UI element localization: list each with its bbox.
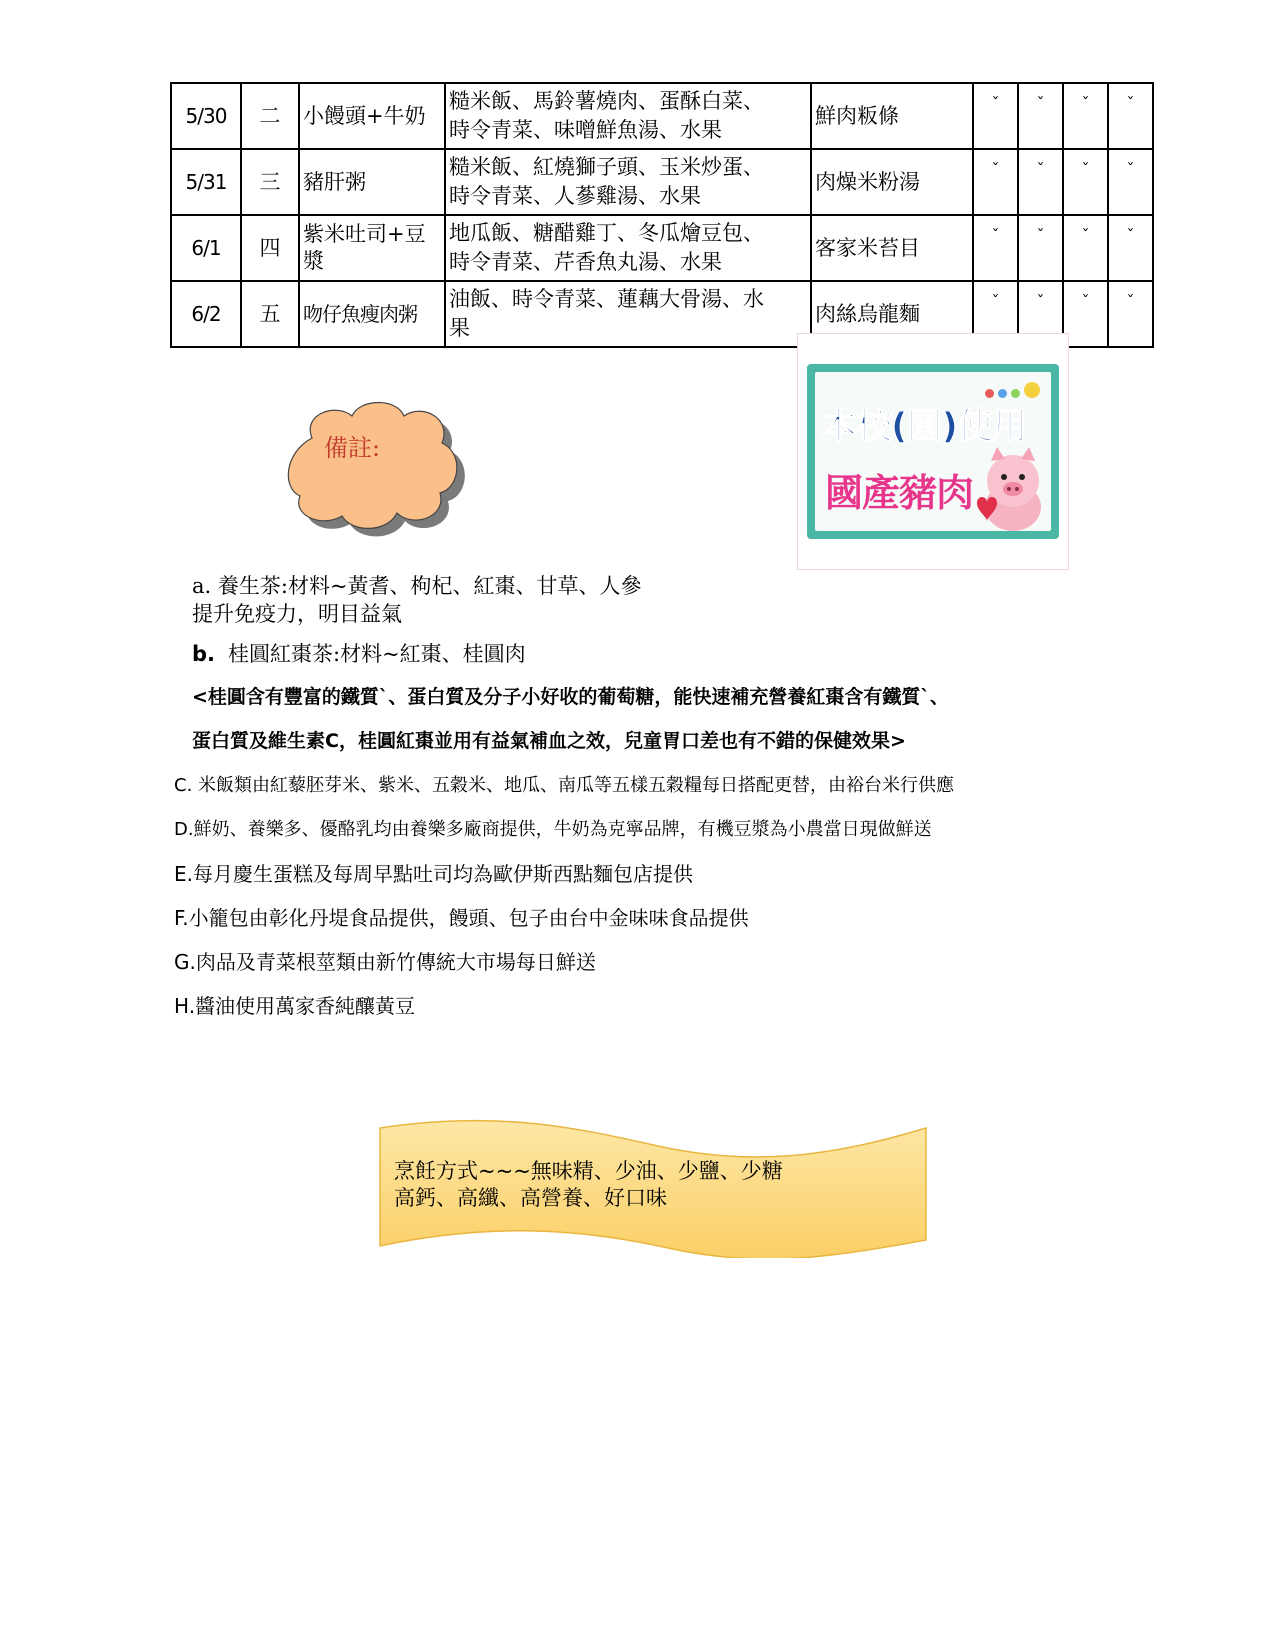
check-cell: ˇ xyxy=(1018,215,1063,281)
check-cell: ˇ xyxy=(1108,83,1153,149)
note-b-label: b. xyxy=(192,642,216,666)
check-cell: ˇ xyxy=(1063,83,1108,149)
lunch-line: 地瓜飯、糖醋雞丁、冬瓜燴豆包、 xyxy=(449,221,764,245)
note-d: D.鮮奶、養樂多、優酪乳均由養樂多廠商提供，牛奶為克寧品牌，有機豆漿為小農當日現做鮮送 xyxy=(174,819,932,840)
check-cell: ˇ xyxy=(1108,149,1153,215)
note-g: G.肉品及青菜根莖類由新竹傳統大市場每日鮮送 xyxy=(174,950,596,974)
check-cell: ˇ xyxy=(1063,149,1108,215)
date-cell: 5/30 xyxy=(171,83,241,149)
snack-cell: 客家米苔目 xyxy=(811,215,973,281)
note-c: C. 米飯類由紅藜胚芽米、紫米、五穀米、地瓜、南瓜等五樣五穀糧每日搭配更替，由裕台米行供應 xyxy=(174,775,955,796)
badge-frame xyxy=(807,364,1059,539)
badge-subtitle: 國產豬肉 xyxy=(825,471,974,515)
check-cell: ˇ xyxy=(973,149,1018,215)
note-f: F.小籠包由彰化丹堤食品提供，饅頭、包子由台中金味味食品提供 xyxy=(174,906,749,930)
check-cell: ˇ xyxy=(973,83,1018,149)
remark-label: 備註: xyxy=(324,434,381,462)
lunch-line: 時令青菜、味噌鮮魚湯、水果 xyxy=(449,118,722,142)
check-cell: ˇ xyxy=(1018,281,1063,347)
lunch-line: 時令青菜、芹香魚丸湯、水果 xyxy=(449,250,722,274)
menu-table xyxy=(170,82,1154,348)
date-cell: 6/1 xyxy=(171,215,241,281)
weekday-cell: 四 xyxy=(241,215,299,281)
weekday-cell: 三 xyxy=(241,149,299,215)
snack-cell: 肉絲烏龍麵 xyxy=(811,281,973,347)
note-b xyxy=(192,638,526,668)
cooking-line1: 烹飪方式~~~無味精、少油、少鹽、少糖 xyxy=(394,1159,783,1183)
lunch-cell xyxy=(445,149,811,215)
snack-cell: 肉燥米粉湯 xyxy=(811,149,973,215)
domestic-pork-badge xyxy=(798,334,1068,569)
check-cell: ˇ xyxy=(1108,281,1153,347)
check-cell: ˇ xyxy=(1063,281,1108,347)
check-cell: ˇ xyxy=(973,281,1018,347)
note-e: E.每月慶生蛋糕及每周早點吐司均為歐伊斯西點麵包店提供 xyxy=(174,862,693,886)
breakfast-cell: 紫米吐司+豆漿 xyxy=(299,215,445,281)
remark-cloud-fill xyxy=(288,403,456,529)
lunch-line: 果 xyxy=(449,316,470,340)
date-cell: 6/2 xyxy=(171,281,241,347)
date-cell: 5/31 xyxy=(171,149,241,215)
note-b-desc2: 蛋白質及維生素C，桂圓紅棗並用有益氣補血之效，兒童胃口差也有不錯的保健效果> xyxy=(192,730,906,752)
lunch-cell xyxy=(445,215,811,281)
breakfast-cell: 吻仔魚瘦肉粥 xyxy=(299,281,445,347)
cooking-line2: 高鈣、高纖、高營養、好口味 xyxy=(394,1186,667,1210)
remark-cloud-shape xyxy=(282,398,472,538)
lunch-cell xyxy=(445,281,811,347)
lunch-line: 糙米飯、馬鈴薯燒肉、蛋酥白菜、 xyxy=(449,89,764,113)
check-cell: ˇ xyxy=(1063,215,1108,281)
pig-icon xyxy=(973,445,1053,535)
lunch-cell xyxy=(445,83,811,149)
note-h: H.醬油使用萬家香純釀黃豆 xyxy=(174,994,416,1018)
weekday-cell: 二 xyxy=(241,83,299,149)
weekday-cell: 五 xyxy=(241,281,299,347)
breakfast-cell: 小饅頭+牛奶 xyxy=(299,83,445,149)
lunch-line: 時令青菜、人蔘雞湯、水果 xyxy=(449,184,701,208)
check-cell: ˇ xyxy=(1018,149,1063,215)
lunch-line: 糙米飯、紅燒獅子頭、玉米炒蛋、 xyxy=(449,155,764,179)
check-cell: ˇ xyxy=(973,215,1018,281)
badge-card xyxy=(815,372,1051,531)
lunch-line: 油飯、時令青菜、蓮藕大骨湯、水 xyxy=(449,287,764,311)
menu-table-body xyxy=(171,83,1153,347)
check-cell: ˇ xyxy=(1108,215,1153,281)
table-row xyxy=(171,149,1153,215)
breakfast-cell: 豬肝粥 xyxy=(299,149,445,215)
note-b-desc1: <桂圓含有豐富的鐵質`、蛋白質及分子小好收的葡萄糖，能快速補充營養紅棗含有鐵質`、 xyxy=(192,686,949,708)
note-b-text: 桂圓紅棗茶:材料~紅棗、桂圓肉 xyxy=(228,642,526,666)
check-cell: ˇ xyxy=(1018,83,1063,149)
cooking-text xyxy=(394,1158,783,1212)
snack-cell: 鮮肉粄條 xyxy=(811,83,973,149)
table-row xyxy=(171,83,1153,149)
badge-title: 本校(園)使用 xyxy=(821,406,1027,447)
table-row xyxy=(171,215,1153,281)
note-a-line1: a. 養生茶:材料~黃耆、枸杞、紅棗、甘草、人參 xyxy=(192,574,642,598)
note-a-line2: 提升免疫力，明目益氣 xyxy=(192,602,402,626)
